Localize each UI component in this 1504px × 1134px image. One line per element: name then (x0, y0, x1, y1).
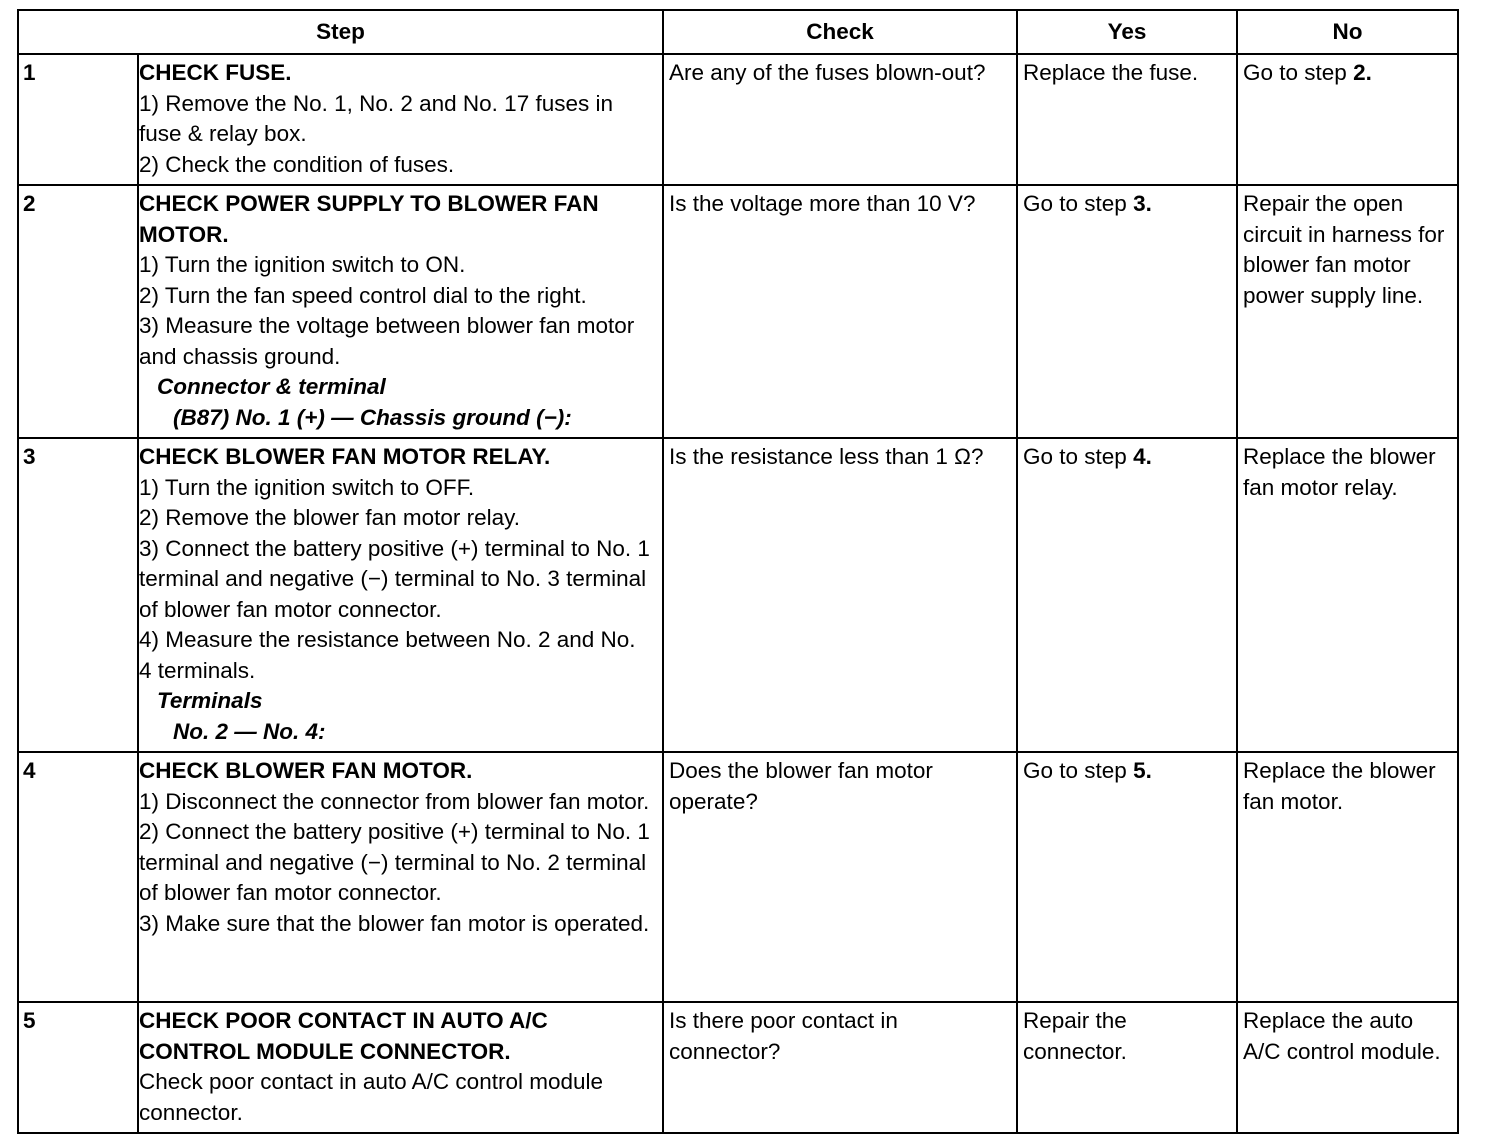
step-procedure (138, 752, 663, 1002)
step-procedure (138, 438, 663, 752)
step-instruction: 2) Remove the blower fan motor relay. (139, 505, 520, 530)
step-instruction: 3) Measure the voltage between blower fan motor and chassis ground. (139, 313, 635, 369)
goto-text: Go to step (1023, 444, 1134, 469)
header-check: Check (663, 10, 1017, 54)
step-instruction: 1) Remove the No. 1, No. 2 and No. 17 fuses in fuse & relay box. (139, 90, 614, 146)
goto-text: Go to step (1243, 60, 1354, 85)
step-instruction: 3) Connect the battery positive (+) terminal to No. 1 terminal and negative (−) terminal to No. 3 terminal of blower fan motor connector. (139, 535, 650, 622)
yes-cell (1017, 185, 1237, 438)
step-number: 4 (18, 752, 138, 1002)
step-number: 5 (18, 1002, 138, 1133)
goto-step-ref: 5. (1133, 758, 1152, 783)
goto-step-ref: 2. (1353, 60, 1372, 85)
table-row (18, 1002, 1458, 1133)
step-instruction: 4) Measure the resistance between No. 2 and No. 4 terminals. (139, 627, 636, 683)
table-row (18, 752, 1458, 1002)
step-number: 1 (18, 54, 138, 185)
goto-text: Go to step (1023, 758, 1134, 783)
yes-cell (1017, 752, 1237, 1002)
yes-cell: Repair the connector. (1017, 1002, 1237, 1133)
no-cell: Replace the blower fan motor relay. (1237, 438, 1458, 752)
step-procedure (138, 1002, 663, 1133)
check-cell: Does the blower fan motor operate? (663, 752, 1017, 1002)
spec-value: (B87) No. 1 (+) — Chassis ground (−): (173, 404, 572, 430)
step-instruction: 2) Check the condition of fuses. (139, 151, 455, 177)
spec-label: Terminals (157, 688, 263, 713)
header-yes: Yes (1017, 10, 1237, 54)
step-instruction: 2) Connect the battery positive (+) terminal to No. 1 terminal and negative (−) terminal to No. 2 terminal of blower fan motor connector. (139, 819, 650, 905)
step-number: 2 (18, 185, 138, 438)
step-instruction: 3) Make sure that the blower fan motor is operated. (139, 910, 650, 936)
no-cell (1237, 54, 1458, 185)
step-title: CHECK POOR CONTACT IN AUTO A/C CONTROL MODULE CONNECTOR. (139, 1008, 548, 1064)
step-instruction: 1) Disconnect the connector from blower fan motor. (139, 788, 650, 814)
step-procedure (138, 54, 663, 185)
table-row (18, 54, 1458, 185)
no-cell: Repair the open circuit in harness for blower fan motor power supply line. (1237, 185, 1458, 438)
check-cell: Are any of the fuses blown-out? (663, 54, 1017, 185)
step-title: CHECK FUSE. (139, 60, 292, 85)
goto-step-ref: 3. (1133, 191, 1152, 216)
step-instruction: 1) Turn the ignition switch to OFF. (139, 474, 475, 500)
table-row (18, 438, 1458, 752)
step-instruction: 1) Turn the ignition switch to ON. (139, 252, 466, 277)
spec-value: No. 2 — No. 4: (173, 718, 326, 744)
goto-step-ref: 4. (1133, 444, 1152, 469)
step-title: CHECK BLOWER FAN MOTOR. (139, 758, 473, 783)
step-procedure (138, 185, 663, 438)
step-title: CHECK POWER SUPPLY TO BLOWER FAN MOTOR. (139, 191, 599, 247)
yes-cell (1017, 438, 1237, 752)
check-cell: Is the resistance less than 1 Ω? (663, 438, 1017, 752)
step-instruction: Check poor contact in auto A/C control module connector. (139, 1069, 604, 1125)
spec-label: Connector & terminal (157, 374, 386, 399)
no-cell: Replace the auto A/C control module. (1237, 1002, 1458, 1133)
goto-text: Go to step (1023, 191, 1134, 216)
header-row (18, 10, 1458, 54)
step-instruction: 2) Turn the fan speed control dial to the right. (139, 282, 587, 308)
header-no: No (1237, 10, 1458, 54)
no-cell: Replace the blower fan motor. (1237, 752, 1458, 1002)
table-row (18, 185, 1458, 438)
step-title: CHECK BLOWER FAN MOTOR RELAY. (139, 444, 551, 469)
check-cell: Is there poor contact in connector? (663, 1002, 1017, 1133)
step-number: 3 (18, 438, 138, 752)
diagnostic-table (17, 9, 1459, 1134)
check-cell: Is the voltage more than 10 V? (663, 185, 1017, 438)
header-step: Step (18, 10, 663, 54)
yes-cell: Replace the fuse. (1017, 54, 1237, 185)
